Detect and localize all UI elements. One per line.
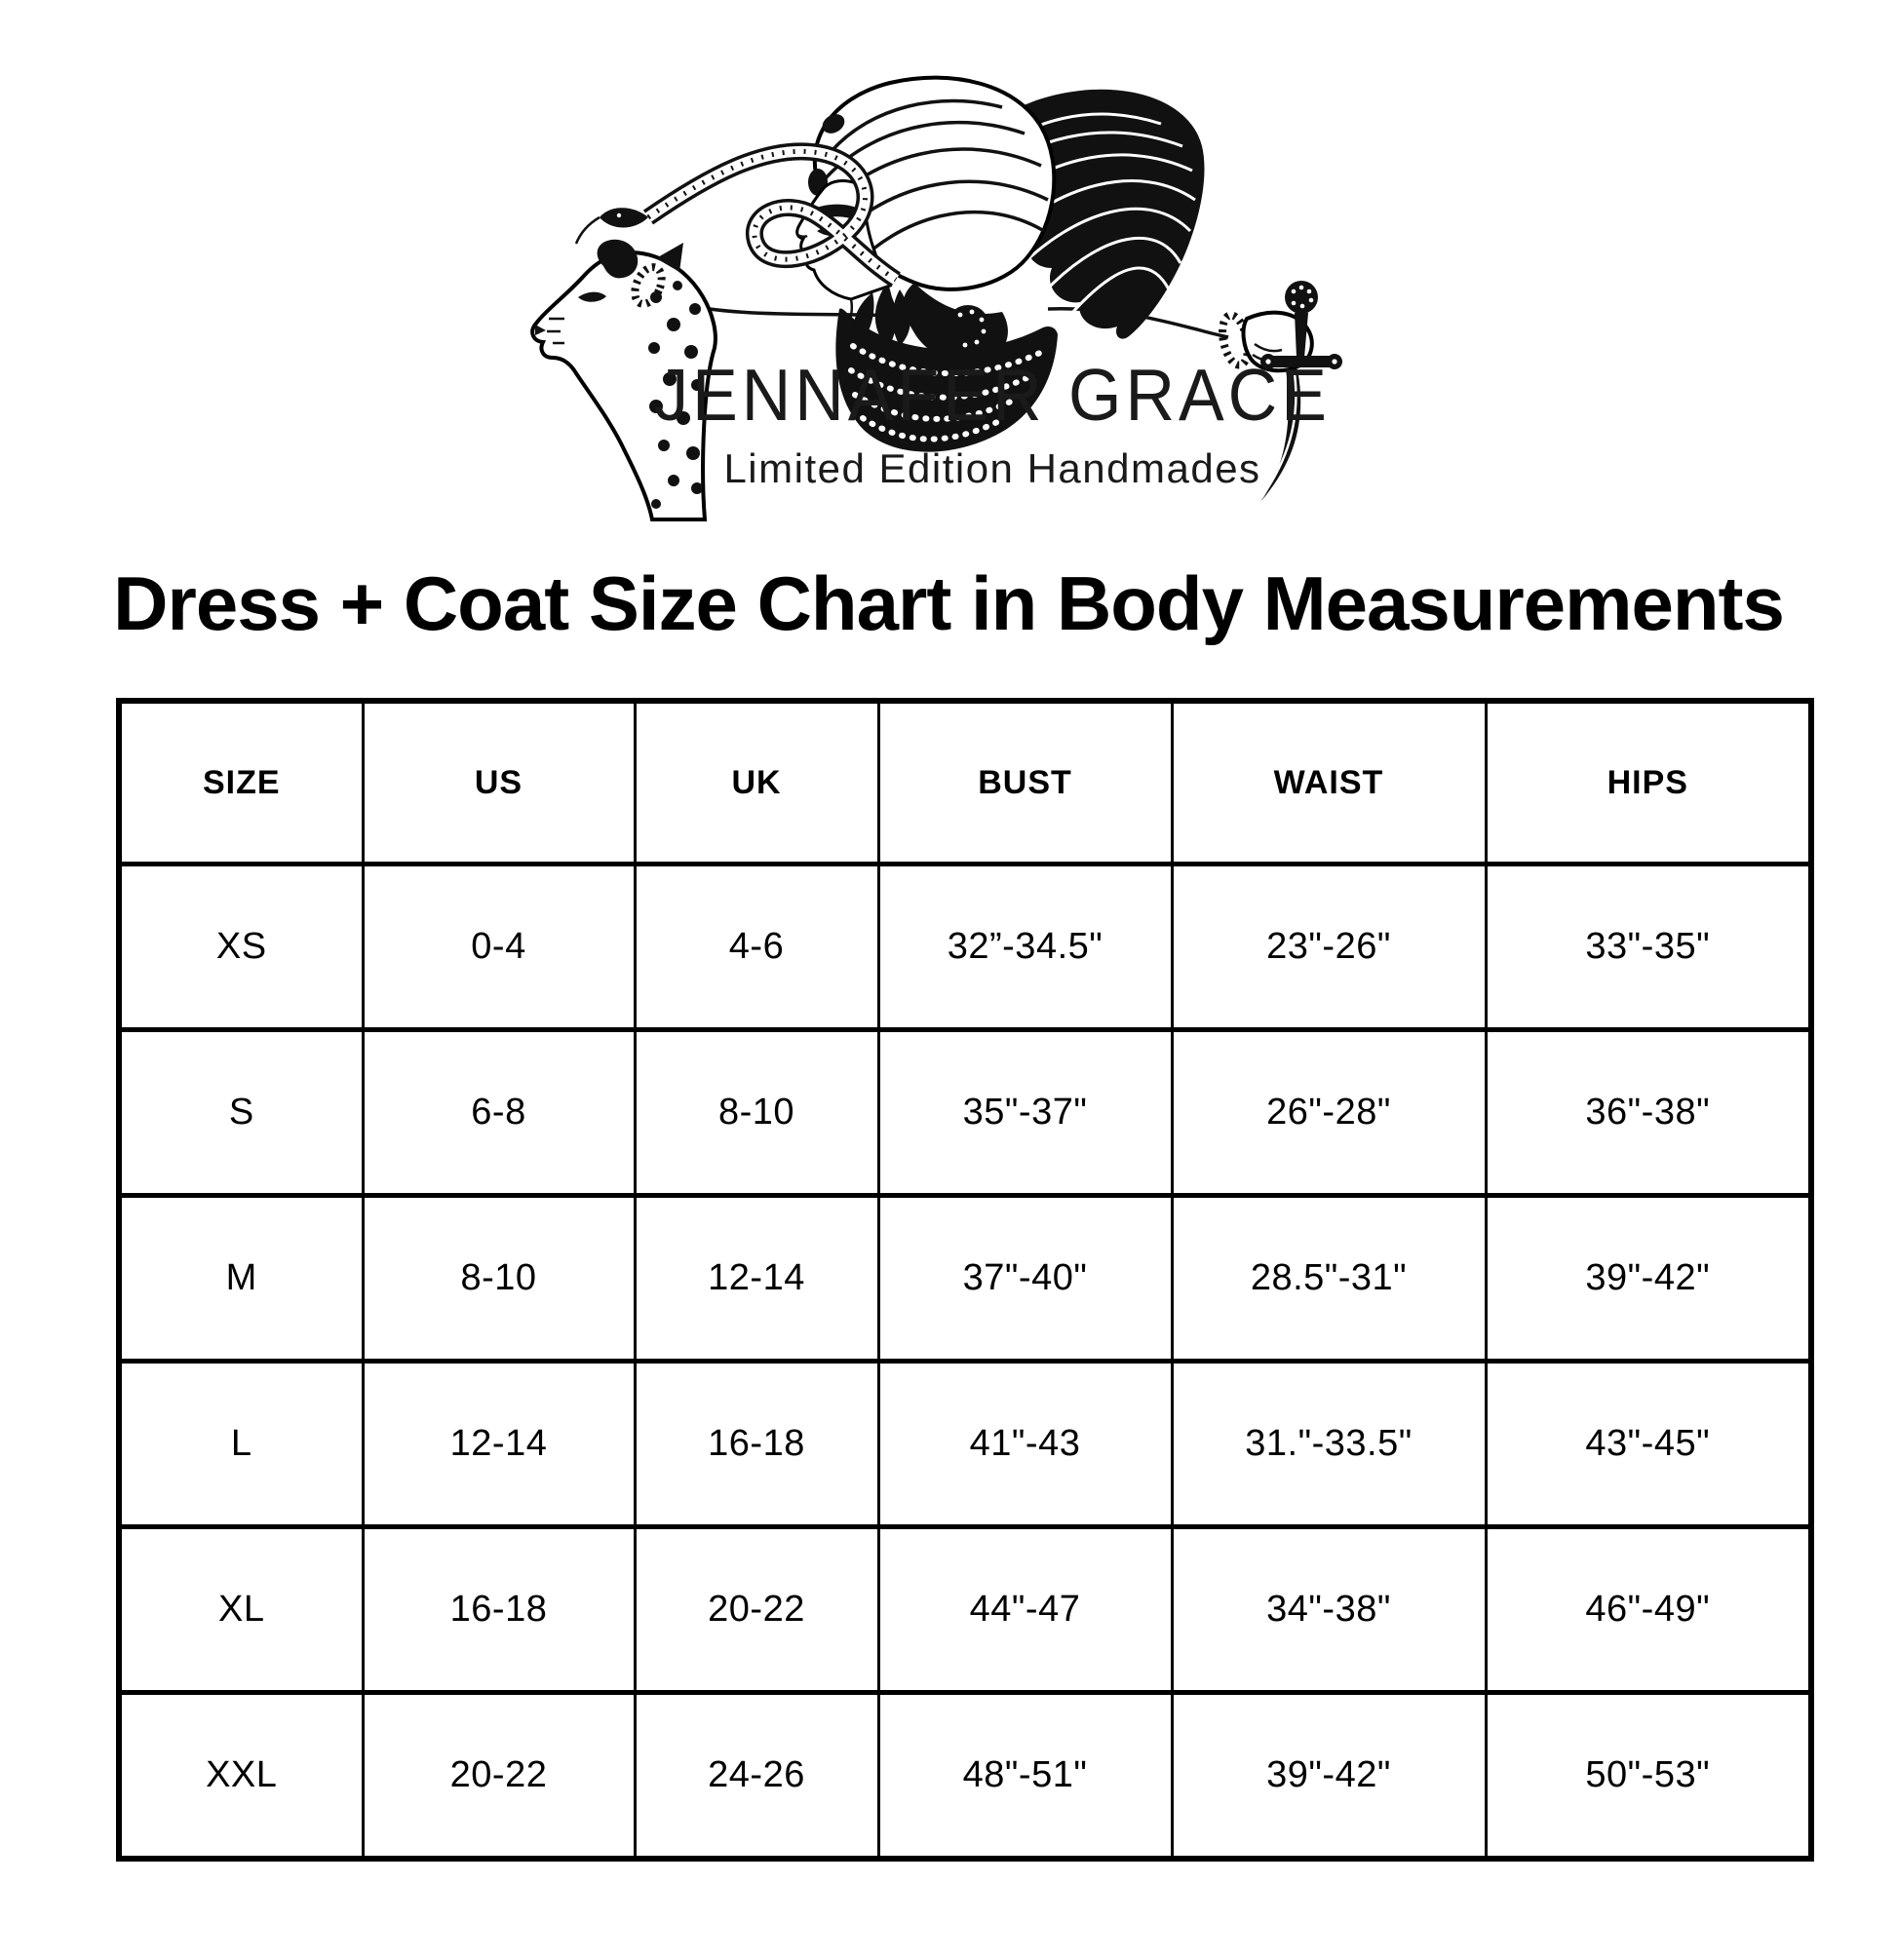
bust-cell: 37"-40"	[878, 1196, 1172, 1362]
size-cell: M	[119, 1196, 363, 1362]
column-header-bust: BUST	[878, 701, 1172, 865]
waist-cell: 31."-33.5"	[1172, 1362, 1486, 1527]
uk-cell: 12-14	[635, 1196, 878, 1362]
column-header-uk: UK	[635, 701, 878, 865]
us-cell: 20-22	[363, 1693, 635, 1860]
bust-cell: 35"-37"	[878, 1030, 1172, 1196]
table-row-xl	[119, 1527, 1811, 1693]
column-header-us: US	[363, 701, 635, 865]
table-row-l	[119, 1362, 1811, 1527]
uk-cell: 16-18	[635, 1362, 878, 1527]
hips-cell: 43"-45"	[1486, 1362, 1811, 1527]
hips-cell: 36"-38"	[1486, 1030, 1811, 1196]
table-row-m	[119, 1196, 1811, 1362]
uk-cell: 4-6	[635, 865, 878, 1030]
hips-cell: 33"-35"	[1486, 865, 1811, 1030]
brand-logo	[510, 63, 1387, 521]
bust-cell: 44"-47	[878, 1527, 1172, 1693]
waist-cell: 28.5"-31"	[1172, 1196, 1486, 1362]
us-cell: 0-4	[363, 865, 635, 1030]
hips-cell: 46"-49"	[1486, 1527, 1811, 1693]
size-cell: XXL	[119, 1693, 363, 1860]
header-row	[119, 701, 1811, 865]
us-cell: 8-10	[363, 1196, 635, 1362]
us-cell: 6-8	[363, 1030, 635, 1196]
uk-cell: 24-26	[635, 1693, 878, 1860]
size-cell: XS	[119, 865, 363, 1030]
size-cell: XL	[119, 1527, 363, 1693]
page-title: Dress + Coat Size Chart in Body Measurements	[113, 560, 1784, 646]
waist-cell: 39"-42"	[1172, 1693, 1486, 1860]
column-header-hips: HIPS	[1486, 701, 1811, 865]
hips-cell: 39"-42"	[1486, 1196, 1811, 1362]
size-cell: S	[119, 1030, 363, 1196]
hips-cell: 50"-53"	[1486, 1693, 1811, 1860]
size-chart-table	[116, 698, 1814, 1862]
size-cell: L	[119, 1362, 363, 1527]
brand-tagline: Limited Edition Handmades	[723, 445, 1261, 491]
us-cell: 16-18	[363, 1527, 635, 1693]
uk-cell: 8-10	[635, 1030, 878, 1196]
table-row-xs	[119, 865, 1811, 1030]
us-cell: 12-14	[363, 1362, 635, 1527]
bust-cell: 48"-51"	[878, 1693, 1172, 1860]
bust-cell: 41"-43	[878, 1362, 1172, 1527]
uk-cell: 20-22	[635, 1527, 878, 1693]
table-row-s	[119, 1030, 1811, 1196]
waist-cell: 26"-28"	[1172, 1030, 1486, 1196]
waist-cell: 23"-26"	[1172, 865, 1486, 1030]
column-header-waist: WAIST	[1172, 701, 1486, 865]
waist-cell: 34"-38"	[1172, 1527, 1486, 1693]
table-row-xxl	[119, 1693, 1811, 1860]
brand-name: JENNAFER GRACE	[654, 353, 1331, 437]
column-header-size: SIZE	[119, 701, 363, 865]
bust-cell: 32”-34.5"	[878, 865, 1172, 1030]
